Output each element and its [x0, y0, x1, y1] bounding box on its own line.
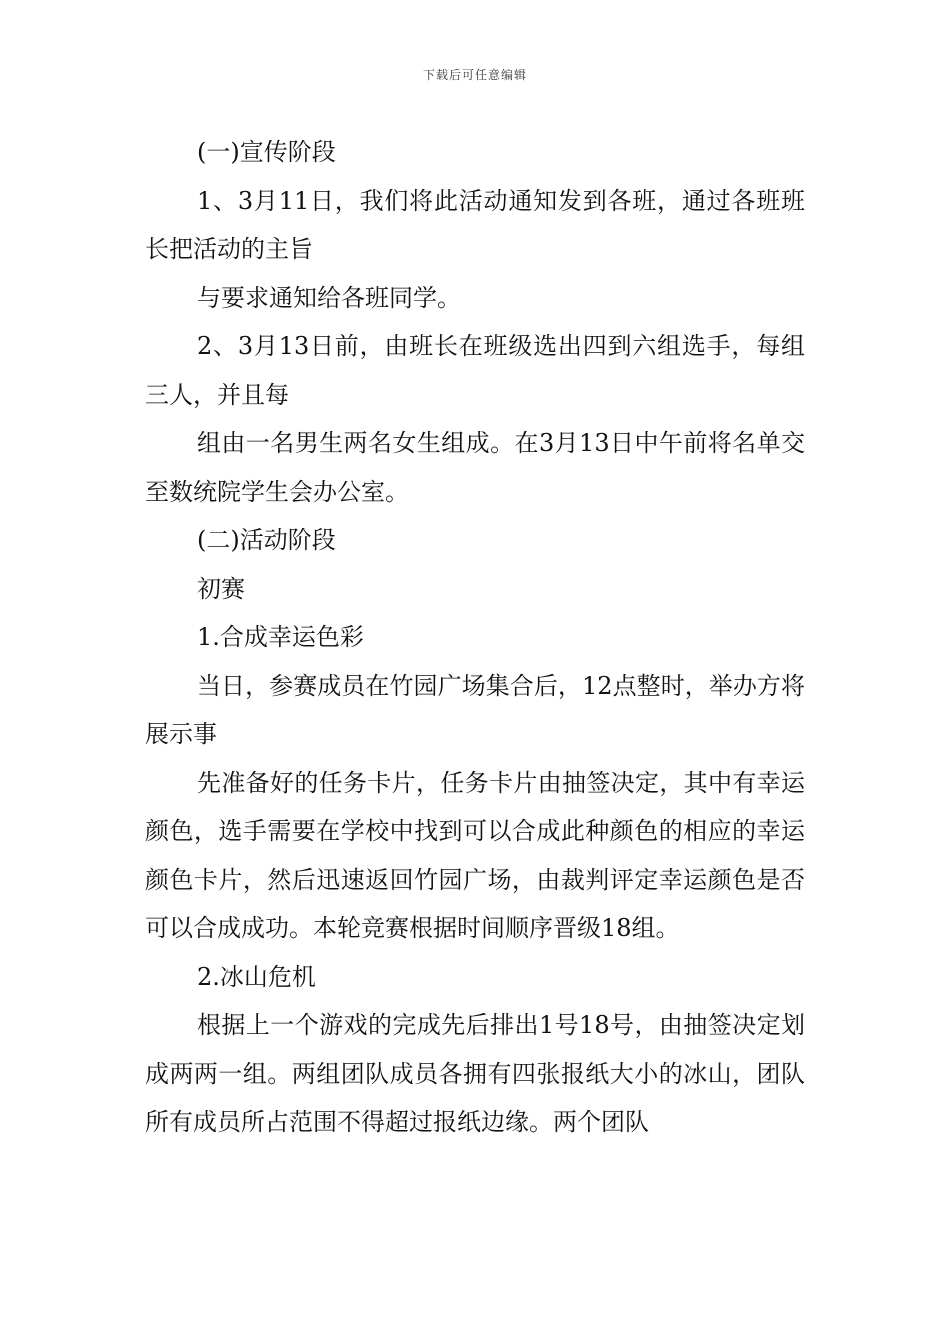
header-note: 下载后可任意编辑: [422, 68, 527, 82]
game-title-iceberg-crisis: 2.冰山危机: [197, 962, 316, 991]
paragraph-lucky-color-rules: 先准备好的任务卡片，任务卡片由抽签决定，其中有幸运颜色，选手需要在学校中找到可以合成此种颜色的相应的幸运颜色卡片，然后迅速返回竹园广场，由裁判评定幸运颜色是否可以合成成功。本轮竞赛根据时间顺序晋级18组。: [145, 768, 805, 942]
paragraph-publicity-step-2-cont: 组由一名男生两名女生组成。在3月13日中午前将名单交至数统院学生会办公室。: [145, 429, 805, 506]
paragraph-publicity-step-1-cont: 与要求通知给各班同学。: [197, 283, 461, 312]
paragraph-publicity-step-2: 2、3月13日前，由班长在班级选出四到六组选手，每组三人，并且每: [145, 332, 805, 409]
section-heading-publicity: (一)宣传阶段: [197, 138, 336, 166]
game-title-lucky-color: 1.合成幸运色彩: [197, 623, 364, 651]
paragraph-publicity-step-1: 1、3月11日，我们将此活动通知发到各班，通过各班班长把活动的主旨: [145, 186, 805, 263]
section-heading-activity: (二)活动阶段: [197, 526, 336, 554]
subheading-preliminary: 初赛: [197, 574, 245, 603]
paragraph-iceberg-rules: 根据上一个游戏的完成先后排出1号18号，由抽签决定划成两两一组。两组团队成员各拥有四张报纸大小的冰山，团队所有成员所占范围不得超过报纸边缘。两个团队: [145, 1011, 805, 1136]
document-body: [145, 128, 805, 1147]
paragraph-lucky-color-intro: 当日，参赛成员在竹园广场集合后，12点整时，举办方将展示事: [145, 671, 805, 748]
